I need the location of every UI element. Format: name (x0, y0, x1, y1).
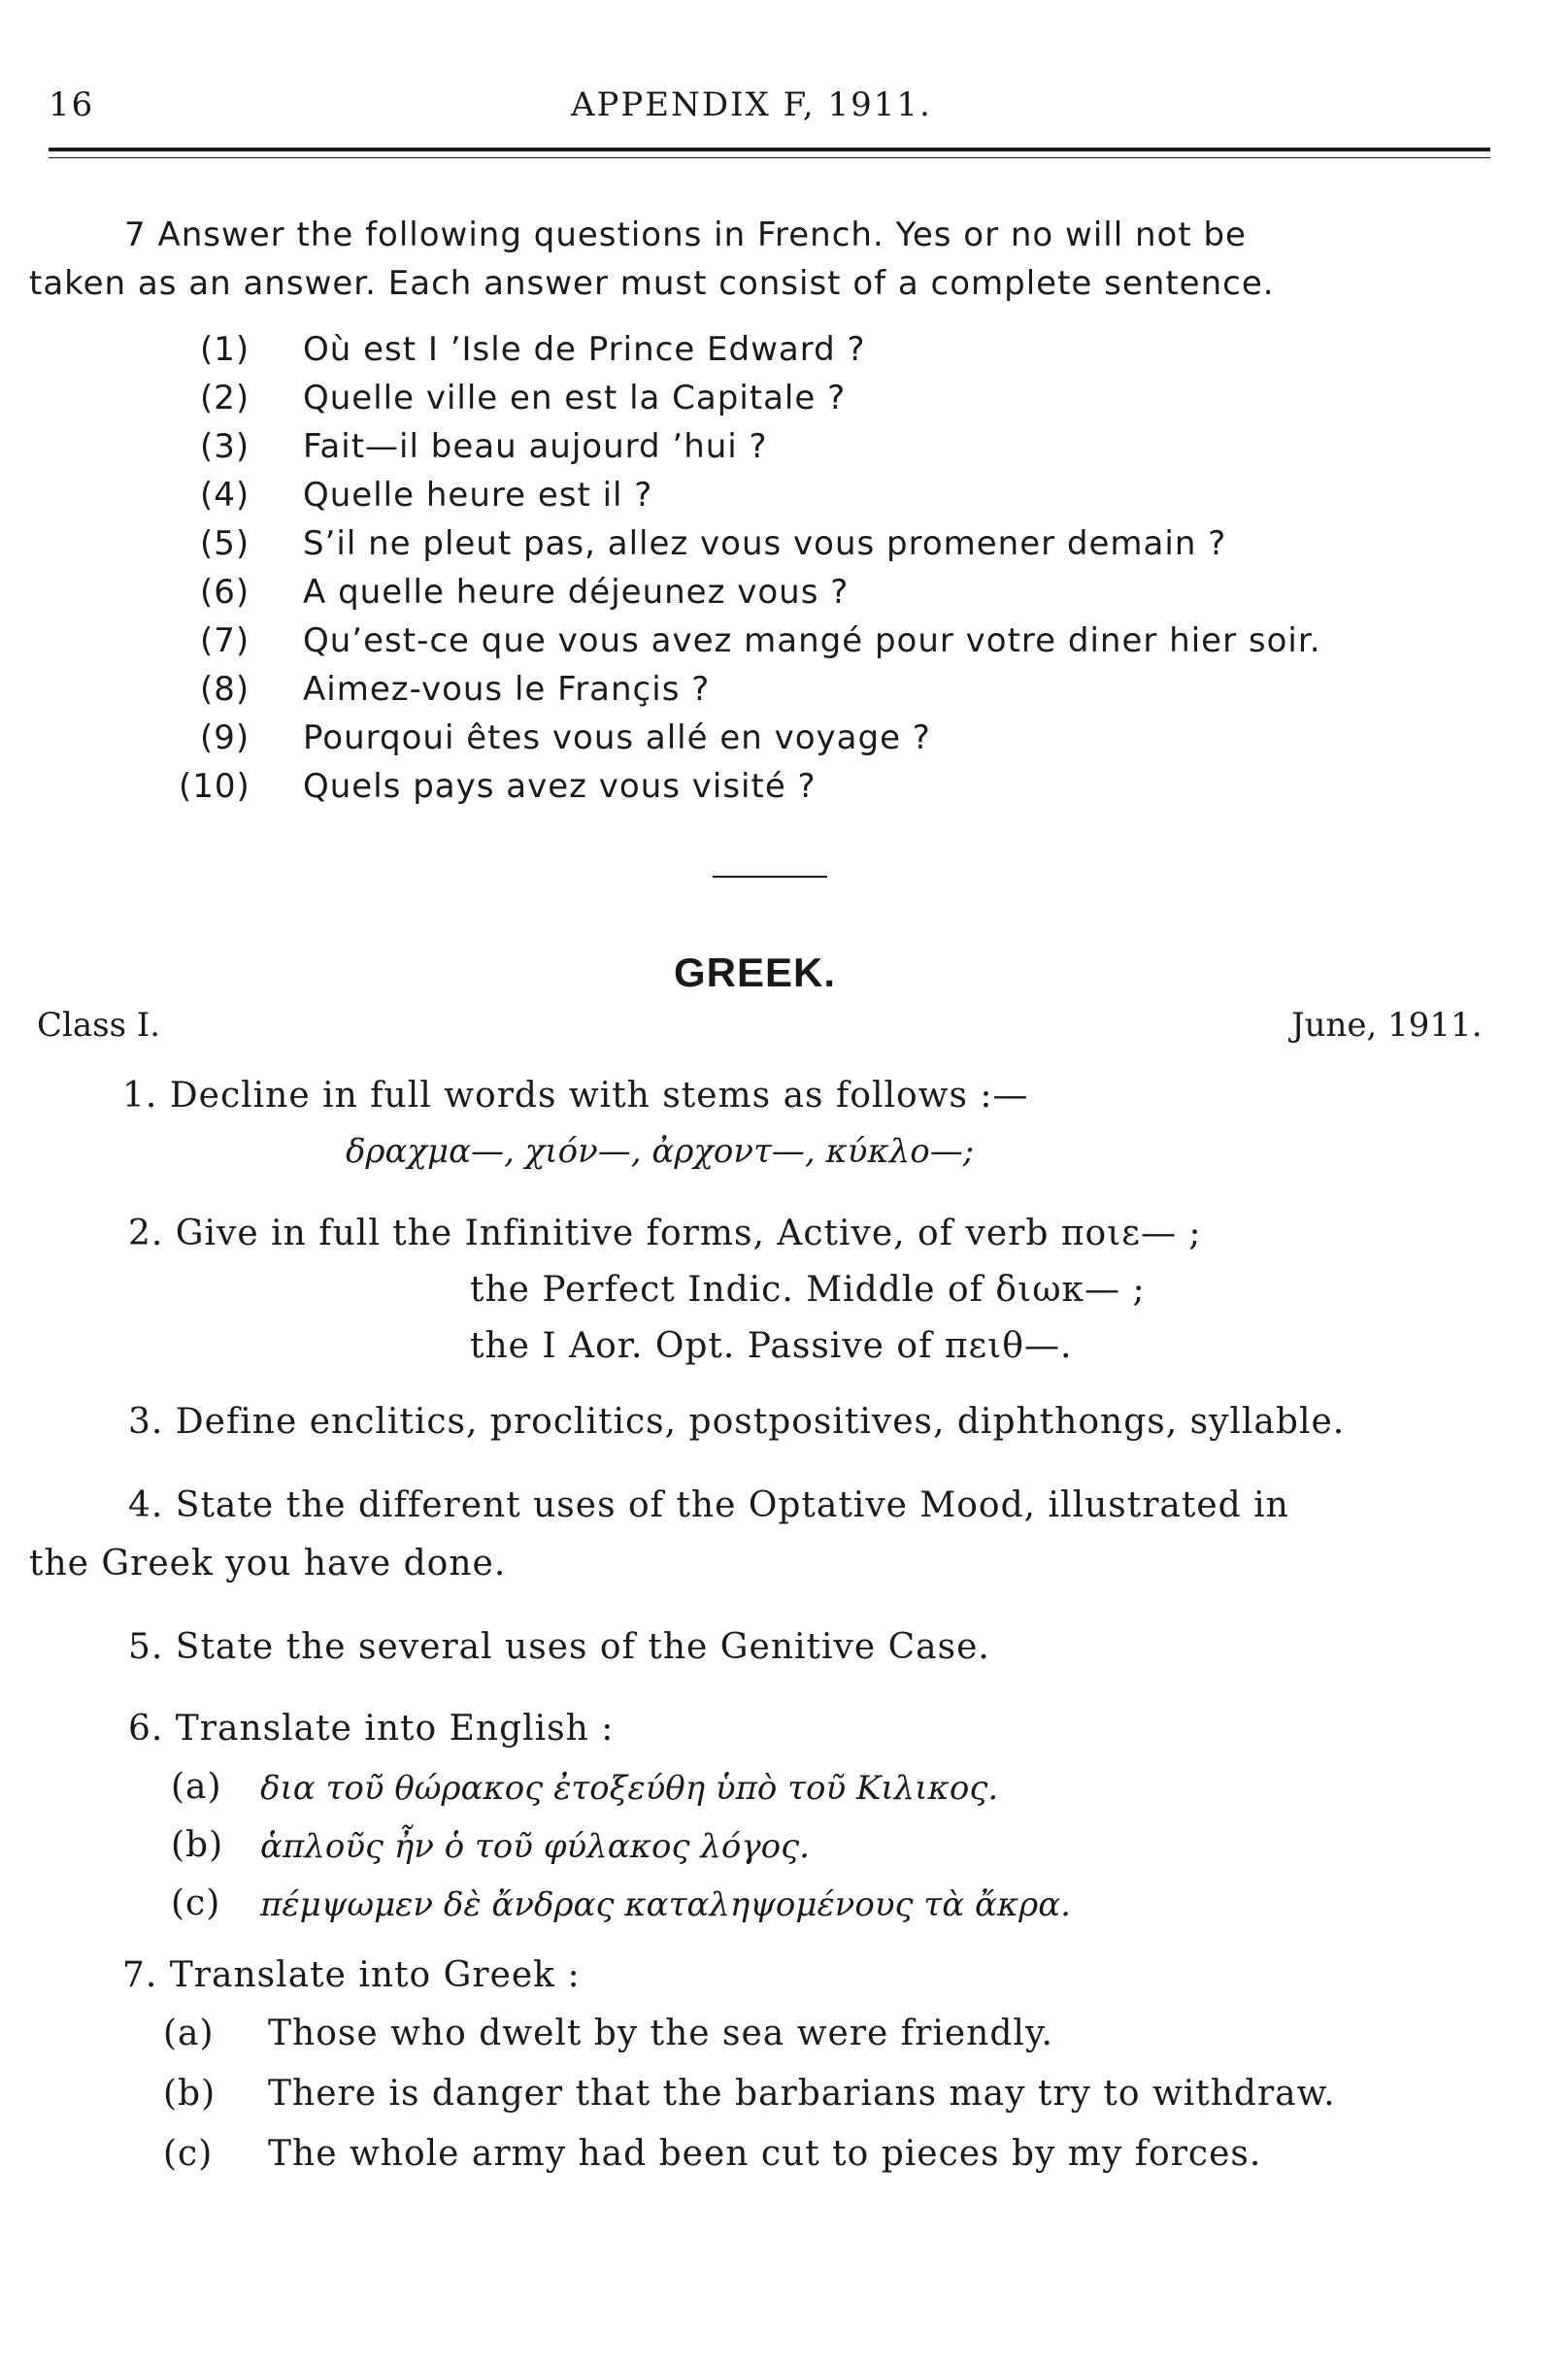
greek-q7-item-number: (a) (163, 2014, 215, 2053)
exam-date: June, 1911. (1291, 1006, 1483, 1045)
french-item-number: (10) (179, 767, 250, 806)
class-label: Class I. (37, 1006, 161, 1045)
greek-q6-heading: 6. Translate into English : (128, 1709, 615, 1749)
greek-q6-item-text: πέμψωμεν δὲ ἄνδρας καταληψομένους τὰ ἄκρα. (260, 1885, 1071, 1924)
greek-q7-item-number: (c) (163, 2134, 214, 2174)
french-item-number: (3) (200, 427, 250, 466)
french-item-text: Où est I ’Isle de Prince Edward ? (303, 330, 866, 369)
french-item-number: (9) (200, 718, 250, 757)
greek-q6-item-number: (c) (171, 1883, 221, 1923)
french-item-number: (2) (200, 379, 250, 417)
greek-q6-item-text: ἁπλοῦς ἦν ὁ τοῦ φύλακος λόγος. (260, 1827, 810, 1866)
greek-q2-line2: the Perfect Indic. Middle of διωκ— ; (470, 1270, 1146, 1310)
header-rule-thin (49, 157, 1490, 158)
french-item-text: A quelle heure déjeunez vous ? (303, 573, 850, 612)
french-item-text: Fait—il beau aujourd ’hui ? (303, 427, 768, 466)
greek-q3: 3. Define enclitics, proclitics, postpositives, diphthongs, syllable. (128, 1402, 1346, 1442)
greek-q4-line2: the Greek you have done. (29, 1544, 507, 1583)
french-item-number: (5) (200, 524, 250, 563)
header-rule-thick (49, 148, 1490, 151)
french-q7-line2: taken as an answer. Each answer must consist of a complete sentence. (29, 264, 1275, 303)
french-item-number: (6) (200, 573, 250, 612)
greek-q1-stems: δραχμα—, χιόν—, ἀρχοντ—, κύκλο—; (346, 1132, 975, 1171)
running-title: APPENDIX F, 1911. (571, 85, 932, 124)
greek-q2-line3: the I Aor. Opt. Passive of πειθ—. (470, 1326, 1073, 1366)
greek-q6-item-text: δια τοῦ θώρακος ἐτοξεύθη ὑπὸ τοῦ Κιλικος. (260, 1769, 999, 1808)
french-item-number: (1) (200, 330, 250, 369)
greek-q4-line1: 4. State the different uses of the Optative Mood, illustrated in (128, 1485, 1289, 1525)
section-divider (713, 876, 827, 878)
greek-q7-item-text: Those who dwelt by the sea were friendly. (268, 2014, 1053, 2053)
greek-q6-item-number: (a) (171, 1767, 222, 1807)
french-item-text: S’il ne pleut pas, allez vous vous promener demain ? (303, 524, 1227, 563)
french-item-text: Qu’est-ce que vous avez mangé pour votre diner hier soir. (303, 621, 1321, 660)
page-number: 16 (49, 85, 95, 124)
french-q7-line1: 7 Answer the following questions in French. Yes or no will not be (124, 216, 1247, 254)
greek-q6-item-number: (b) (171, 1825, 224, 1865)
french-item-text: Aimez-vous le Françis ? (303, 670, 711, 709)
greek-section-title: GREEK. (674, 950, 837, 995)
french-item-number: (4) (200, 476, 250, 515)
french-item-text: Pourqoui êtes vous allé en voyage ? (303, 718, 931, 757)
french-item-text: Quelle ville en est la Capitale ? (303, 379, 847, 417)
greek-q7-item-text: The whole army had been cut to pieces by my forces. (268, 2134, 1262, 2174)
greek-q7-heading: 7. Translate into Greek : (122, 1955, 581, 1995)
french-item-text: Quels pays avez vous visité ? (303, 767, 817, 806)
french-item-text: Quelle heure est il ? (303, 476, 653, 515)
greek-q7-item-text: There is danger that the barbarians may try to withdraw. (268, 2074, 1336, 2114)
french-item-number: (7) (200, 621, 250, 660)
greek-q2-line1: 2. Give in full the Infinitive forms, Active, of verb ποιε— ; (128, 1214, 1202, 1253)
greek-q5: 5. State the several uses of the Genitive Case. (128, 1627, 990, 1667)
french-item-number: (8) (200, 670, 250, 709)
greek-q1-line1: 1. Decline in full words with stems as follows :— (122, 1076, 1029, 1116)
greek-q7-item-number: (b) (163, 2074, 217, 2114)
